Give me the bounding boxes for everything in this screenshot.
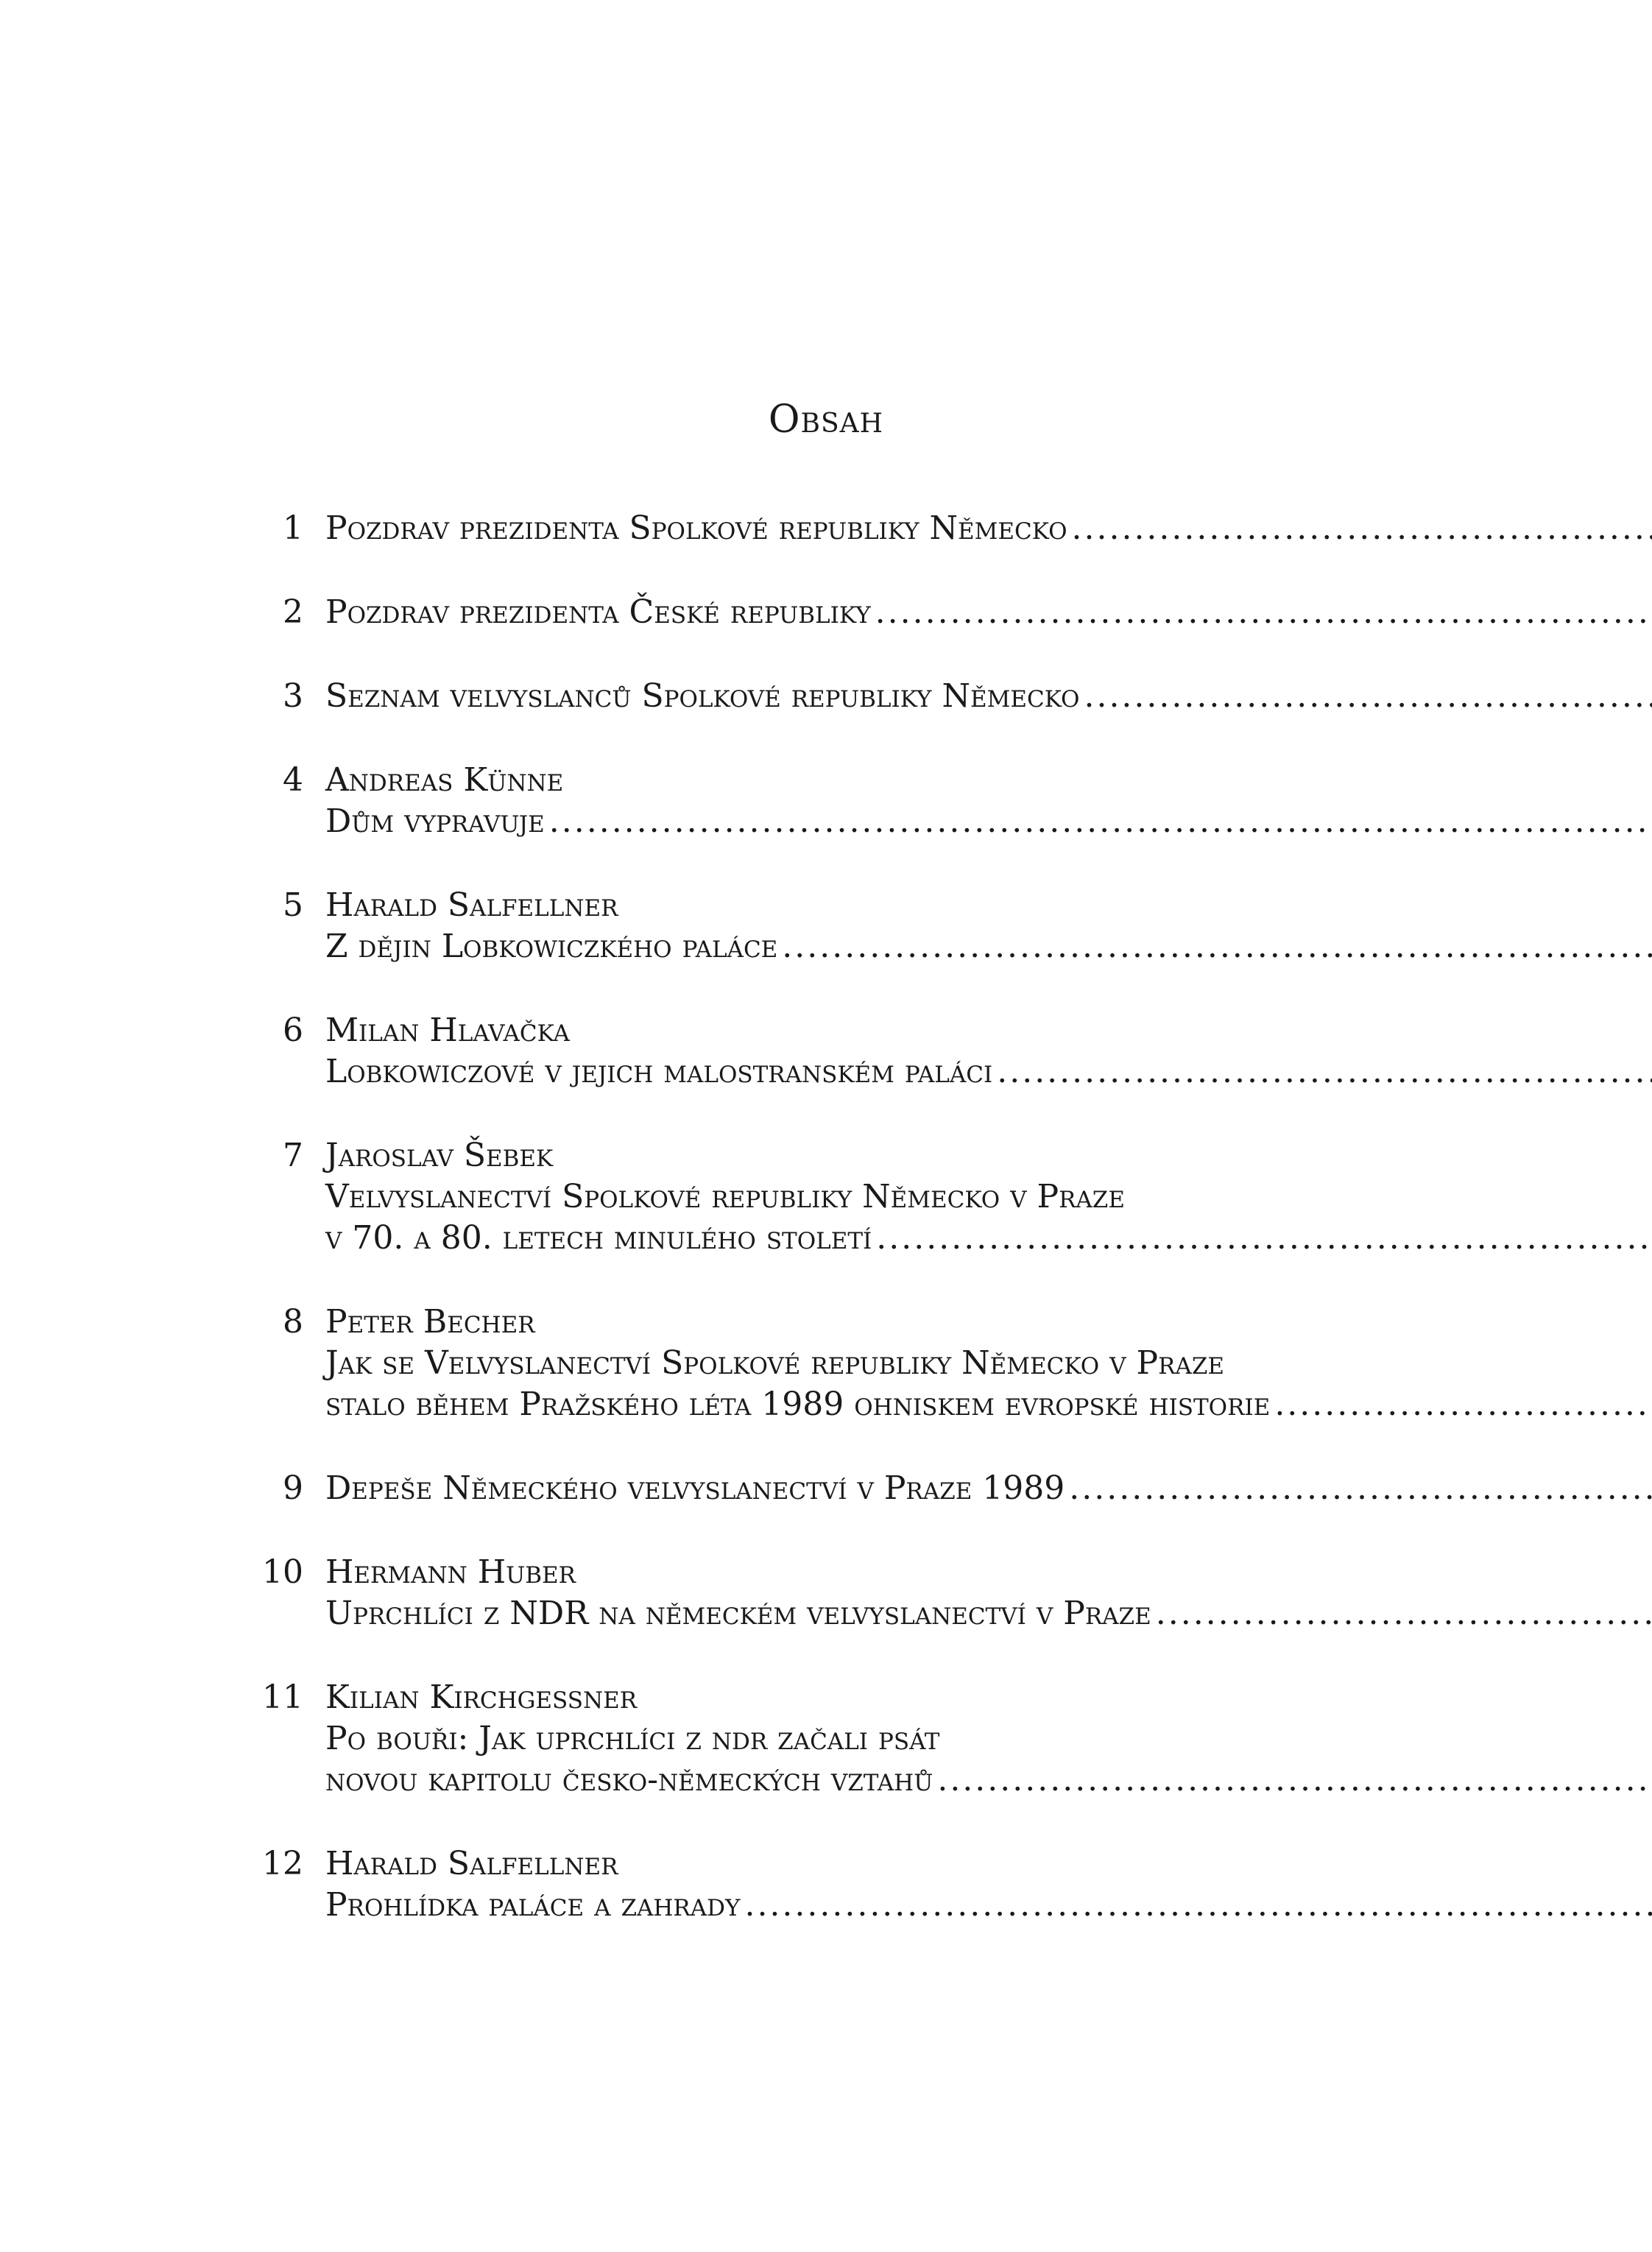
entry-author: Jaroslav Šebek — [325, 1137, 554, 1174]
toc-entry[interactable] — [236, 676, 1399, 717]
entry-title: Seznam velvyslanců Spolkové republiky Německo — [325, 677, 1080, 715]
table-of-contents — [236, 508, 1399, 1969]
entry-author: Harald Salfellner — [325, 886, 618, 924]
toc-entry[interactable] — [236, 885, 1399, 967]
entry-number: 2 — [283, 593, 303, 631]
page-title: Obsah — [768, 398, 884, 442]
dot-leader — [875, 592, 1652, 633]
dot-leader — [744, 1885, 1652, 1926]
entry-number: 4 — [283, 761, 303, 799]
dot-leader — [549, 801, 1652, 842]
entry-title: Pozdrav prezidenta České republiky — [325, 593, 871, 631]
entry-title: Z dějin Lobkowiczkého paláce — [325, 928, 778, 965]
entry-title-line: Po bouři: Jak uprchlíci z ndr začali psát — [325, 1720, 940, 1757]
entry-author: Milan Hlavačka — [325, 1012, 570, 1049]
dot-leader — [1274, 1384, 1652, 1425]
entry-number: 12 — [262, 1845, 303, 1882]
entry-number: 7 — [283, 1137, 303, 1174]
dot-leader — [1084, 676, 1652, 717]
dot-leader — [997, 1051, 1652, 1093]
entry-title: v 70. a 80. letech minulého století — [325, 1219, 872, 1257]
entry-title-line: Velvyslanectví Spolkové republiky Německo v Praze — [325, 1178, 1125, 1215]
dot-leader — [1069, 1468, 1652, 1509]
toc-entry[interactable] — [236, 1010, 1399, 1093]
entry-title: Pozdrav prezidenta Spolkové republiky Německo — [325, 509, 1067, 547]
entry-number: 5 — [283, 886, 303, 924]
entry-title: Dům vypravuje — [325, 802, 545, 840]
entry-title: stalo během Pražského léta 1989 ohniskem evropské historie — [325, 1386, 1271, 1423]
entry-title: novou kapitolu česko-německých vztahů — [325, 1761, 933, 1799]
entry-title: Prohlídka paláce a zahrady — [325, 1886, 741, 1924]
dot-leader — [782, 926, 1652, 967]
entry-author: Andreas Künne — [325, 761, 564, 799]
toc-entry[interactable] — [236, 1552, 1399, 1634]
entry-number: 3 — [283, 677, 303, 715]
entry-title: Lobkowiczové v jejich malostranském paláci — [325, 1053, 993, 1090]
dot-leader — [937, 1759, 1652, 1801]
entry-number: 11 — [262, 1679, 303, 1716]
entry-number: 1 — [283, 509, 303, 547]
entry-author: Peter Becher — [325, 1303, 535, 1341]
toc-entry[interactable] — [236, 592, 1399, 633]
entry-title: Depeše Německého velvyslanectví v Praze 1989 — [325, 1469, 1065, 1507]
entry-number: 6 — [283, 1012, 303, 1049]
entry-number: 9 — [283, 1469, 303, 1507]
entry-author: Hermann Huber — [325, 1553, 576, 1591]
entry-title: Uprchlíci z NDR na německém velvyslanectví v Praze — [325, 1595, 1151, 1632]
dot-leader — [876, 1218, 1652, 1259]
toc-entry[interactable] — [236, 1302, 1399, 1425]
toc-entry[interactable] — [236, 760, 1399, 842]
dot-leader — [1156, 1593, 1652, 1634]
entry-author: Kilian Kirchgessner — [325, 1679, 638, 1716]
toc-entry[interactable] — [236, 508, 1399, 549]
toc-entry[interactable] — [236, 1468, 1399, 1509]
toc-entry[interactable] — [236, 1677, 1399, 1801]
entry-title-line: Jak se Velvyslanectví Spolkové republiky Německo v Praze — [325, 1344, 1224, 1382]
entry-number: 10 — [262, 1553, 303, 1591]
entry-number: 8 — [283, 1303, 303, 1341]
toc-entry[interactable] — [236, 1843, 1399, 1926]
entry-author: Harald Salfellner — [325, 1845, 618, 1882]
dot-leader — [1072, 508, 1652, 549]
toc-entry[interactable] — [236, 1135, 1399, 1259]
